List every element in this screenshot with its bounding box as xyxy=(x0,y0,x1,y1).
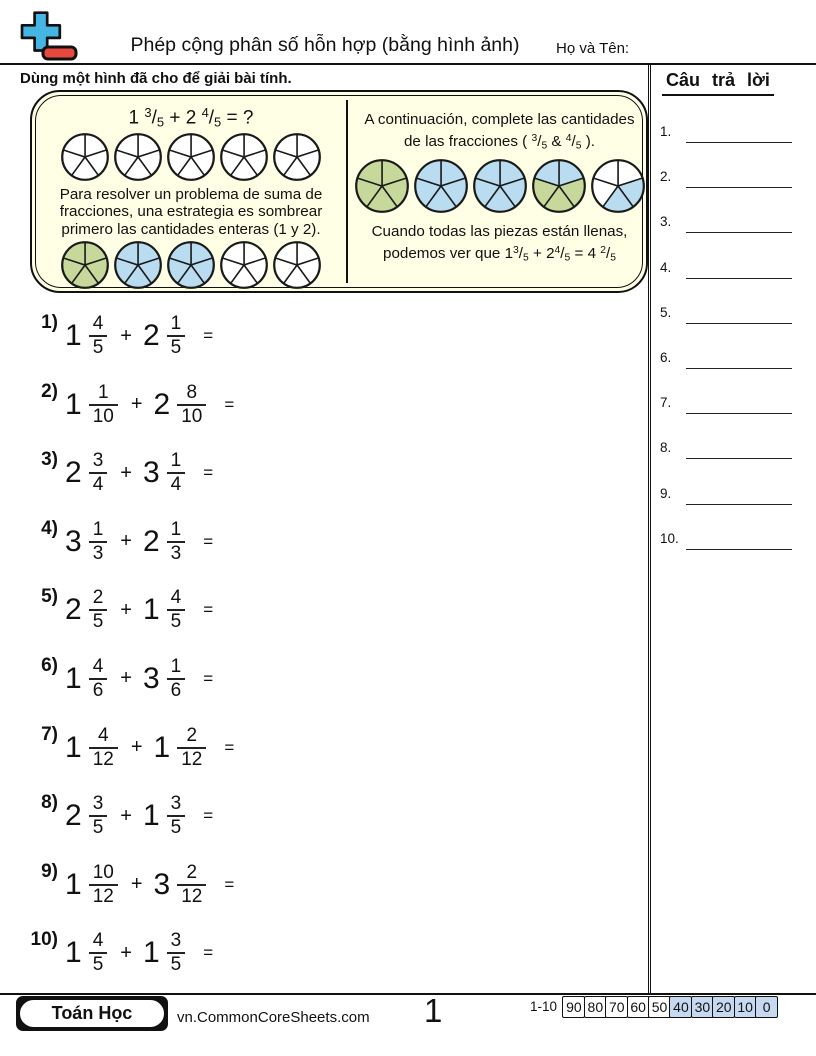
grade-cell: 90 xyxy=(562,996,585,1018)
equals-sign: = xyxy=(224,394,235,414)
whole-number: 1 xyxy=(153,730,171,764)
whole-number: 1 xyxy=(65,936,82,970)
problem-row xyxy=(22,381,442,450)
fraction xyxy=(165,314,188,358)
whole-number: 2 xyxy=(65,593,82,627)
grade-cell: 60 xyxy=(627,996,650,1018)
problem-number: 1) xyxy=(41,312,58,333)
whole-number: 2 xyxy=(142,319,160,352)
fraction-numerator: 1 xyxy=(97,381,109,403)
example-right-panel xyxy=(353,96,646,267)
equals-sign: = xyxy=(203,943,214,963)
example-complete-line2: de las fracciones ( $^3/_5$ & $^4/_5$ ). xyxy=(403,133,595,152)
answer-blank-line[interactable] xyxy=(686,142,792,143)
fraction-numerator: 2 xyxy=(186,861,198,883)
fraction-denominator: 3 xyxy=(170,542,182,564)
problem-expression xyxy=(65,726,234,770)
fraction-pie-icon xyxy=(166,132,216,182)
fraction-pie-icon xyxy=(219,240,269,290)
problem-expression xyxy=(65,794,213,838)
header-rule xyxy=(0,63,816,65)
fraction-denominator: 3 xyxy=(92,542,104,564)
answer-number: 5. xyxy=(660,304,672,320)
grade-scale-label: 1-10 xyxy=(530,999,558,1015)
fraction xyxy=(87,520,110,564)
fraction-numerator: 4 xyxy=(92,655,104,677)
plus-operator: + xyxy=(120,941,132,964)
fraction-numerator: 3 xyxy=(92,793,104,815)
answer-row xyxy=(660,434,800,479)
fraction-pie-icon xyxy=(113,132,163,182)
fraction xyxy=(165,657,188,701)
fraction xyxy=(87,794,110,838)
grade-cell: 70 xyxy=(605,996,628,1018)
example-equation: 1 $^3/_5 + 2$ $^4/_5$ = ? xyxy=(128,105,254,130)
footer-rule xyxy=(0,993,816,995)
problem-expression xyxy=(65,383,234,427)
fraction xyxy=(87,657,110,701)
problem-row xyxy=(22,312,442,381)
answer-number: 7. xyxy=(660,395,672,411)
fraction-numerator: 4 xyxy=(97,724,109,746)
answer-blank-line[interactable] xyxy=(686,504,792,505)
plus-operator: + xyxy=(120,667,132,690)
fraction-numerator: 4 xyxy=(92,930,104,952)
whole-number: 1 xyxy=(142,593,160,627)
answer-row xyxy=(660,299,800,344)
fraction-pie-icon xyxy=(413,158,469,214)
answers-heading: Câu trả lời xyxy=(662,70,774,96)
plus-operator: + xyxy=(120,530,132,553)
whole-number: 3 xyxy=(153,867,171,901)
grade-cell: 0 xyxy=(755,996,778,1018)
problem-row xyxy=(22,586,442,655)
fraction-numerator: 10 xyxy=(92,861,114,883)
problem-number: 3) xyxy=(41,449,58,471)
fraction-denominator: 5 xyxy=(170,611,182,633)
plus-operator: + xyxy=(130,873,143,896)
whole-number: 2 xyxy=(65,799,82,833)
answer-blank-line[interactable] xyxy=(686,549,792,550)
problem-expression xyxy=(65,931,213,975)
fraction-denominator: 4 xyxy=(170,474,182,496)
fraction xyxy=(87,588,110,632)
fraction xyxy=(87,726,120,770)
fraction-denominator: 12 xyxy=(181,748,203,770)
answer-blank-line[interactable] xyxy=(686,323,792,324)
answer-number: 1. xyxy=(660,124,672,139)
problem-number: 2) xyxy=(41,380,58,402)
fraction-numerator: 3 xyxy=(170,930,182,952)
problem-expression xyxy=(65,588,213,632)
page-number: 1 xyxy=(424,992,443,1029)
answer-number: 9. xyxy=(660,485,672,501)
fraction-denominator: 12 xyxy=(92,748,114,770)
fraction xyxy=(87,863,120,907)
fraction-numerator: 3 xyxy=(170,793,182,815)
fraction-numerator: 1 xyxy=(170,450,182,472)
example-box xyxy=(30,90,648,293)
fraction-denominator: 5 xyxy=(170,337,182,358)
fraction-numerator: 1 xyxy=(170,518,182,540)
problem-row xyxy=(22,655,442,724)
fraction-pie-icon xyxy=(166,240,216,290)
fraction-pie-icon xyxy=(272,240,322,290)
fraction-numerator: 2 xyxy=(186,724,198,746)
whole-number: 1 xyxy=(142,936,160,970)
answer-row xyxy=(660,389,800,434)
fraction-denominator: 5 xyxy=(92,611,104,633)
answer-row xyxy=(660,118,800,163)
example-divider xyxy=(346,100,348,283)
grade-scale-cells xyxy=(564,996,778,1018)
problem-expression xyxy=(65,657,213,701)
answer-number: 3. xyxy=(660,214,672,230)
whole-number: 1 xyxy=(65,319,82,352)
equals-sign: = xyxy=(203,668,214,688)
answer-blank-line[interactable] xyxy=(686,278,792,279)
answers-divider xyxy=(648,64,651,994)
answers-panel xyxy=(660,118,800,570)
problem-number: 8) xyxy=(41,792,58,814)
equals-sign: = xyxy=(203,531,214,551)
fraction-denominator: 5 xyxy=(170,817,182,839)
answer-blank-line[interactable] xyxy=(686,232,792,233)
fraction-pie-icon xyxy=(354,158,410,214)
answer-blank-line[interactable] xyxy=(686,368,792,369)
problem-expression xyxy=(65,451,213,495)
answer-row xyxy=(660,525,800,570)
plus-operator: + xyxy=(130,393,143,416)
answer-number: 10. xyxy=(660,530,679,546)
equals-sign: = xyxy=(224,874,235,894)
answer-number: 4. xyxy=(660,259,672,275)
fraction-denominator: 4 xyxy=(92,474,104,496)
equals-sign: = xyxy=(203,600,214,620)
plus-operator: + xyxy=(120,324,132,347)
equals-sign: = xyxy=(203,326,214,345)
problem-expression xyxy=(65,314,213,358)
fraction-pie-icon xyxy=(219,132,269,182)
fraction-denominator: 5 xyxy=(92,337,104,358)
fraction-pie-icon xyxy=(60,132,110,182)
answer-number: 6. xyxy=(660,349,672,365)
example-pie-row-result xyxy=(353,158,646,214)
whole-number: 1 xyxy=(65,387,82,421)
answer-row xyxy=(660,208,800,253)
name-label: Họ và Tên: xyxy=(556,40,630,57)
problem-number: 5) xyxy=(41,586,58,608)
problem-row xyxy=(22,449,442,518)
fraction-numerator: 1 xyxy=(170,313,182,334)
fraction-numerator: 1 xyxy=(170,655,182,677)
answer-blank-line[interactable] xyxy=(686,458,792,459)
problem-expression xyxy=(65,863,234,907)
fraction-numerator: 2 xyxy=(92,587,104,609)
problem-number: 10) xyxy=(30,929,58,951)
plus-operator: + xyxy=(130,736,143,759)
example-caption-line1: Cuando todas las piezas están llenas, xyxy=(371,222,628,240)
answer-row xyxy=(660,254,800,299)
example-left-panel xyxy=(38,96,344,290)
answer-number: 8. xyxy=(660,440,672,456)
fraction-denominator: 6 xyxy=(170,679,182,701)
answer-blank-line[interactable] xyxy=(686,413,792,414)
answer-row xyxy=(660,163,800,208)
fraction-pie-icon xyxy=(60,240,110,290)
fraction xyxy=(87,451,110,495)
problem-row xyxy=(22,792,442,861)
fraction-denominator: 10 xyxy=(92,405,114,427)
example-complete-line1: A continuación, complete las cantidades xyxy=(364,111,635,128)
grade-cell: 30 xyxy=(691,996,714,1018)
fraction-pie-icon xyxy=(113,240,163,290)
fraction-denominator: 6 xyxy=(92,679,104,701)
whole-number: 1 xyxy=(65,730,82,764)
example-pie-row-top xyxy=(38,132,344,182)
fraction-numerator: 8 xyxy=(186,381,198,403)
problem-row xyxy=(22,861,442,930)
answer-row xyxy=(660,480,800,525)
plus-operator: + xyxy=(120,804,132,827)
problem-number: 9) xyxy=(41,860,58,882)
subject-badge-label: Toán Học xyxy=(51,1003,133,1023)
problem-row xyxy=(22,724,442,793)
fraction-denominator: 5 xyxy=(92,954,104,976)
fraction xyxy=(165,588,188,632)
problem-number: 7) xyxy=(41,723,58,745)
fraction xyxy=(165,451,188,495)
grade-cell: 80 xyxy=(584,996,607,1018)
answer-number: 2. xyxy=(660,169,672,185)
whole-number: 3 xyxy=(142,661,160,695)
example-pie-row-bottom xyxy=(38,240,344,290)
whole-number: 1 xyxy=(65,867,82,901)
equals-sign: = xyxy=(203,806,214,826)
grade-cell: 50 xyxy=(648,996,671,1018)
problem-number: 6) xyxy=(41,654,58,676)
problems-list xyxy=(22,312,442,998)
whole-number: 3 xyxy=(142,456,160,490)
fraction-pie-icon xyxy=(472,158,528,214)
whole-number: 1 xyxy=(65,661,82,695)
fraction xyxy=(175,863,208,907)
fraction xyxy=(175,726,208,770)
subject-badge xyxy=(16,996,168,1031)
fraction xyxy=(175,383,208,427)
fraction-pie-icon xyxy=(272,132,322,182)
grade-scale xyxy=(530,996,778,1018)
fraction-denominator: 5 xyxy=(92,817,104,839)
whole-number: 3 xyxy=(65,524,82,558)
whole-number: 2 xyxy=(65,456,82,490)
fraction xyxy=(87,383,120,427)
instruction-text: Dùng một hình đã cho để giải bài tính. xyxy=(20,70,292,87)
answer-row xyxy=(660,344,800,389)
grade-cell: 20 xyxy=(712,996,735,1018)
fraction-numerator: 4 xyxy=(92,313,104,334)
page-title: Phép cộng phân số hỗn hợp (bằng hình ảnh) xyxy=(130,34,520,56)
fraction-pie-icon xyxy=(590,158,646,214)
fraction xyxy=(165,931,188,975)
answer-blank-line[interactable] xyxy=(686,187,792,188)
whole-number: 2 xyxy=(153,387,171,421)
problem-row xyxy=(22,518,442,587)
fraction xyxy=(87,931,110,975)
fraction xyxy=(165,520,188,564)
fraction-denominator: 10 xyxy=(181,405,203,427)
problem-number: 4) xyxy=(41,517,58,539)
subject-badge-pill xyxy=(19,999,165,1028)
fraction-denominator: 5 xyxy=(170,954,182,976)
grade-cell: 40 xyxy=(669,996,692,1018)
fraction-pie-icon xyxy=(531,158,587,214)
equals-sign: = xyxy=(203,463,214,483)
plus-minus-logo-icon xyxy=(16,10,78,67)
whole-number: 1 xyxy=(142,799,160,833)
fraction-numerator: 3 xyxy=(92,450,104,472)
plus-operator: + xyxy=(120,461,132,484)
problem-expression xyxy=(65,520,213,564)
plus-operator: + xyxy=(120,598,132,621)
fraction-numerator: 1 xyxy=(92,518,104,540)
site-url: vn.CommonCoreSheets.com xyxy=(177,1009,370,1026)
example-strategy-text: Para resolver un problema de suma de fracciones, una estrategia es sombrear primero las cantidades enteras (1 y 2). xyxy=(59,185,323,238)
fraction-denominator: 12 xyxy=(92,885,114,907)
equals-sign: = xyxy=(224,737,235,757)
problem-row xyxy=(22,929,442,998)
grade-cell: 10 xyxy=(734,996,757,1018)
fraction-numerator: 4 xyxy=(170,587,182,609)
fraction-denominator: 12 xyxy=(181,885,203,907)
whole-number: 2 xyxy=(142,524,160,558)
fraction xyxy=(165,794,188,838)
fraction xyxy=(87,314,110,358)
example-caption-line2: podemos ver que $1^3/_5 + 2^4/_5 = 4$ $^2/_5$ xyxy=(383,244,616,264)
